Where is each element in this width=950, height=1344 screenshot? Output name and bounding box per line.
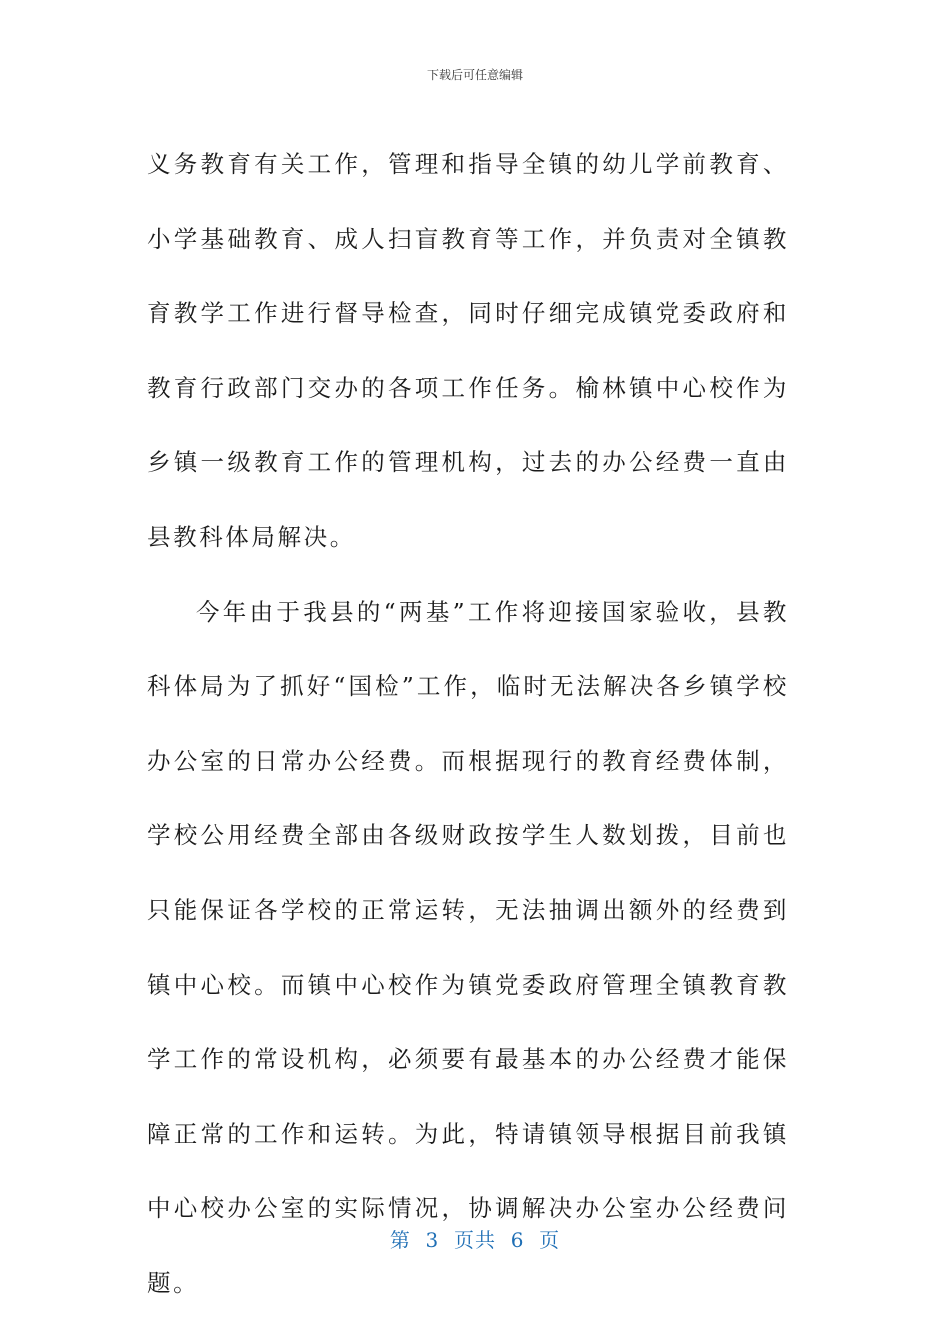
paragraph-continued: 义务教育有关工作，管理和指导全镇的幼儿学前教育、小学基础教育、成人扫盲教育等工作，并负责对全镇教育教学工作进行督导检查，同时仔细完成镇党委政府和教育行政部门交办的各项工作任务。榆林镇中心校作为乡镇一级教育工作的管理机构，过去的办公经费一直由县教科体局解决。: [147, 150, 789, 551]
header-note: 下载后可任意编辑: [426, 68, 523, 82]
paragraph-funding-request: 今年由于我县的“两基”工作将迎接国家验收，县教科体局为了抓好“国检”工作，临时无法解决各乡镇学校办公室的日常办公经费。而根据现行的教育经费体制，学校公用经费全部由各级财政按学生人数划拨，目前也只能保证各学校的正常运转，无法抽调出额外的经费到镇中心校。而镇中心校作为镇党委政府管理全镇教育教学工作的常设机构，必须要有最基本的办公经费才能保障正常的工作和运转。为此，特请镇领导根据目前我镇中心校办公室的实际情况，协调解决办公室办公经费问题。: [147, 597, 789, 1297]
document-body: [147, 127, 789, 1321]
page-number-footer: 第 3 页共 6 页: [389, 1228, 561, 1252]
